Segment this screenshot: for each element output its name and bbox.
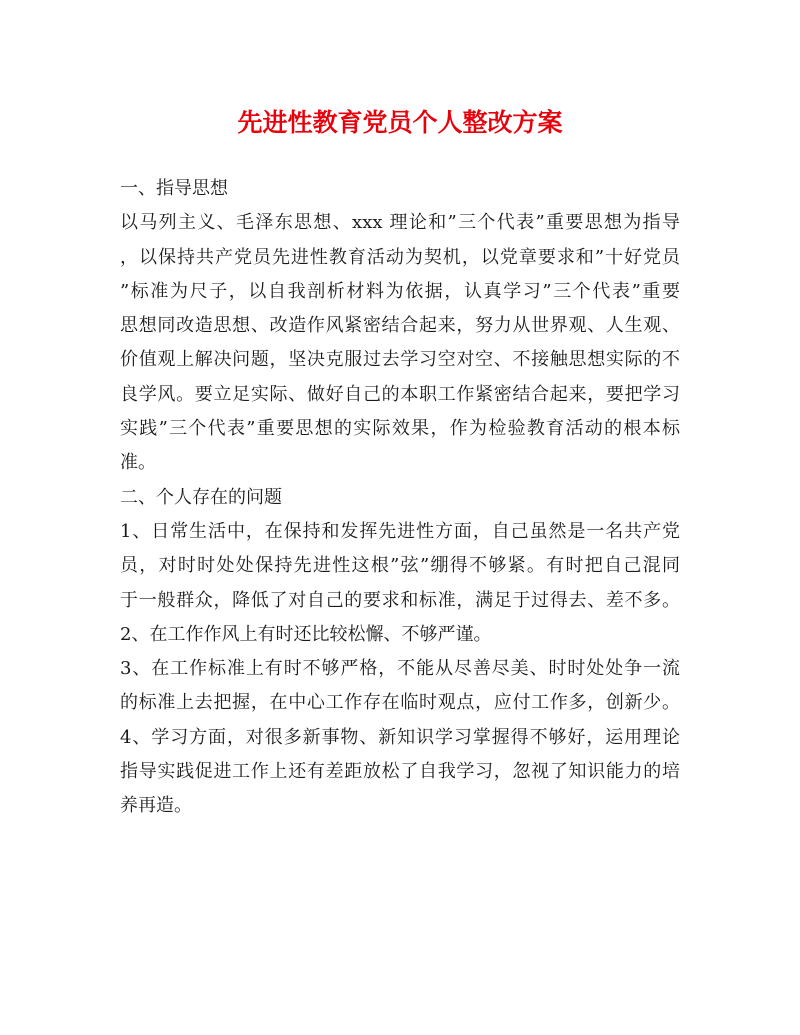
text-line: 实践”三个代表”重要思想的实际效果，作为检验教育活动的根本标 bbox=[120, 418, 680, 440]
text-line: 于一般群众，降低了对自己的要求和标准，满足于过得去、差不多。 bbox=[120, 589, 680, 611]
text-line: 2、在工作作风上有时还比较松懈、不够严谨。 bbox=[120, 623, 492, 645]
text-line: 二、个人存在的问题 bbox=[120, 486, 282, 508]
document-title: 先进性教育党员个人整改方案 bbox=[237, 108, 563, 137]
text-line: 思想同改造思想、改造作风紧密结合起来，努力从世界观、人生观、 bbox=[120, 315, 680, 337]
text-line: 3、在工作标准上有时不够严格，不能从尽善尽美、时时处处争一流 bbox=[120, 658, 680, 680]
text-line: 一、指导思想 bbox=[120, 178, 228, 199]
text-line: 价值观上解决问题，坚决克服过去学习空对空、不接触思想实际的不 bbox=[120, 349, 680, 371]
text-line: 准。 bbox=[120, 452, 156, 474]
text-line: 指导实践促进工作上还有差距放松了自我学习，忽视了知识能力的培 bbox=[120, 761, 680, 783]
text-line: 员，对时时处处保持先进性这根”弦”绷得不够紧。有时把自己混同 bbox=[120, 555, 680, 577]
text-line: 4、学习方面，对很多新事物、新知识学习掌握得不够好，运用理论 bbox=[120, 726, 680, 748]
text-line: 养再造。 bbox=[120, 795, 192, 817]
document-body bbox=[120, 172, 680, 824]
text-line: ，以保持共产党员先进性教育活动为契机，以党章要求和”十好党员 bbox=[120, 246, 680, 268]
text-line: 良学风。要立足实际、做好自己的本职工作紧密结合起来，要把学习 bbox=[120, 383, 680, 405]
text-line: 以马列主义、毛泽东思想、xxx 理论和”三个代表”重要思想为指导 bbox=[120, 212, 680, 234]
text-line: ”标准为尺子，以自我剖析材料为依据，认真学习”三个代表”重要 bbox=[120, 280, 680, 302]
text-line: 的标准上去把握，在中心工作存在临时观点，应付工作多，创新少。 bbox=[120, 692, 680, 714]
text-line: 1、日常生活中，在保持和发挥先进性方面，自己虽然是一名共产党 bbox=[120, 520, 680, 542]
